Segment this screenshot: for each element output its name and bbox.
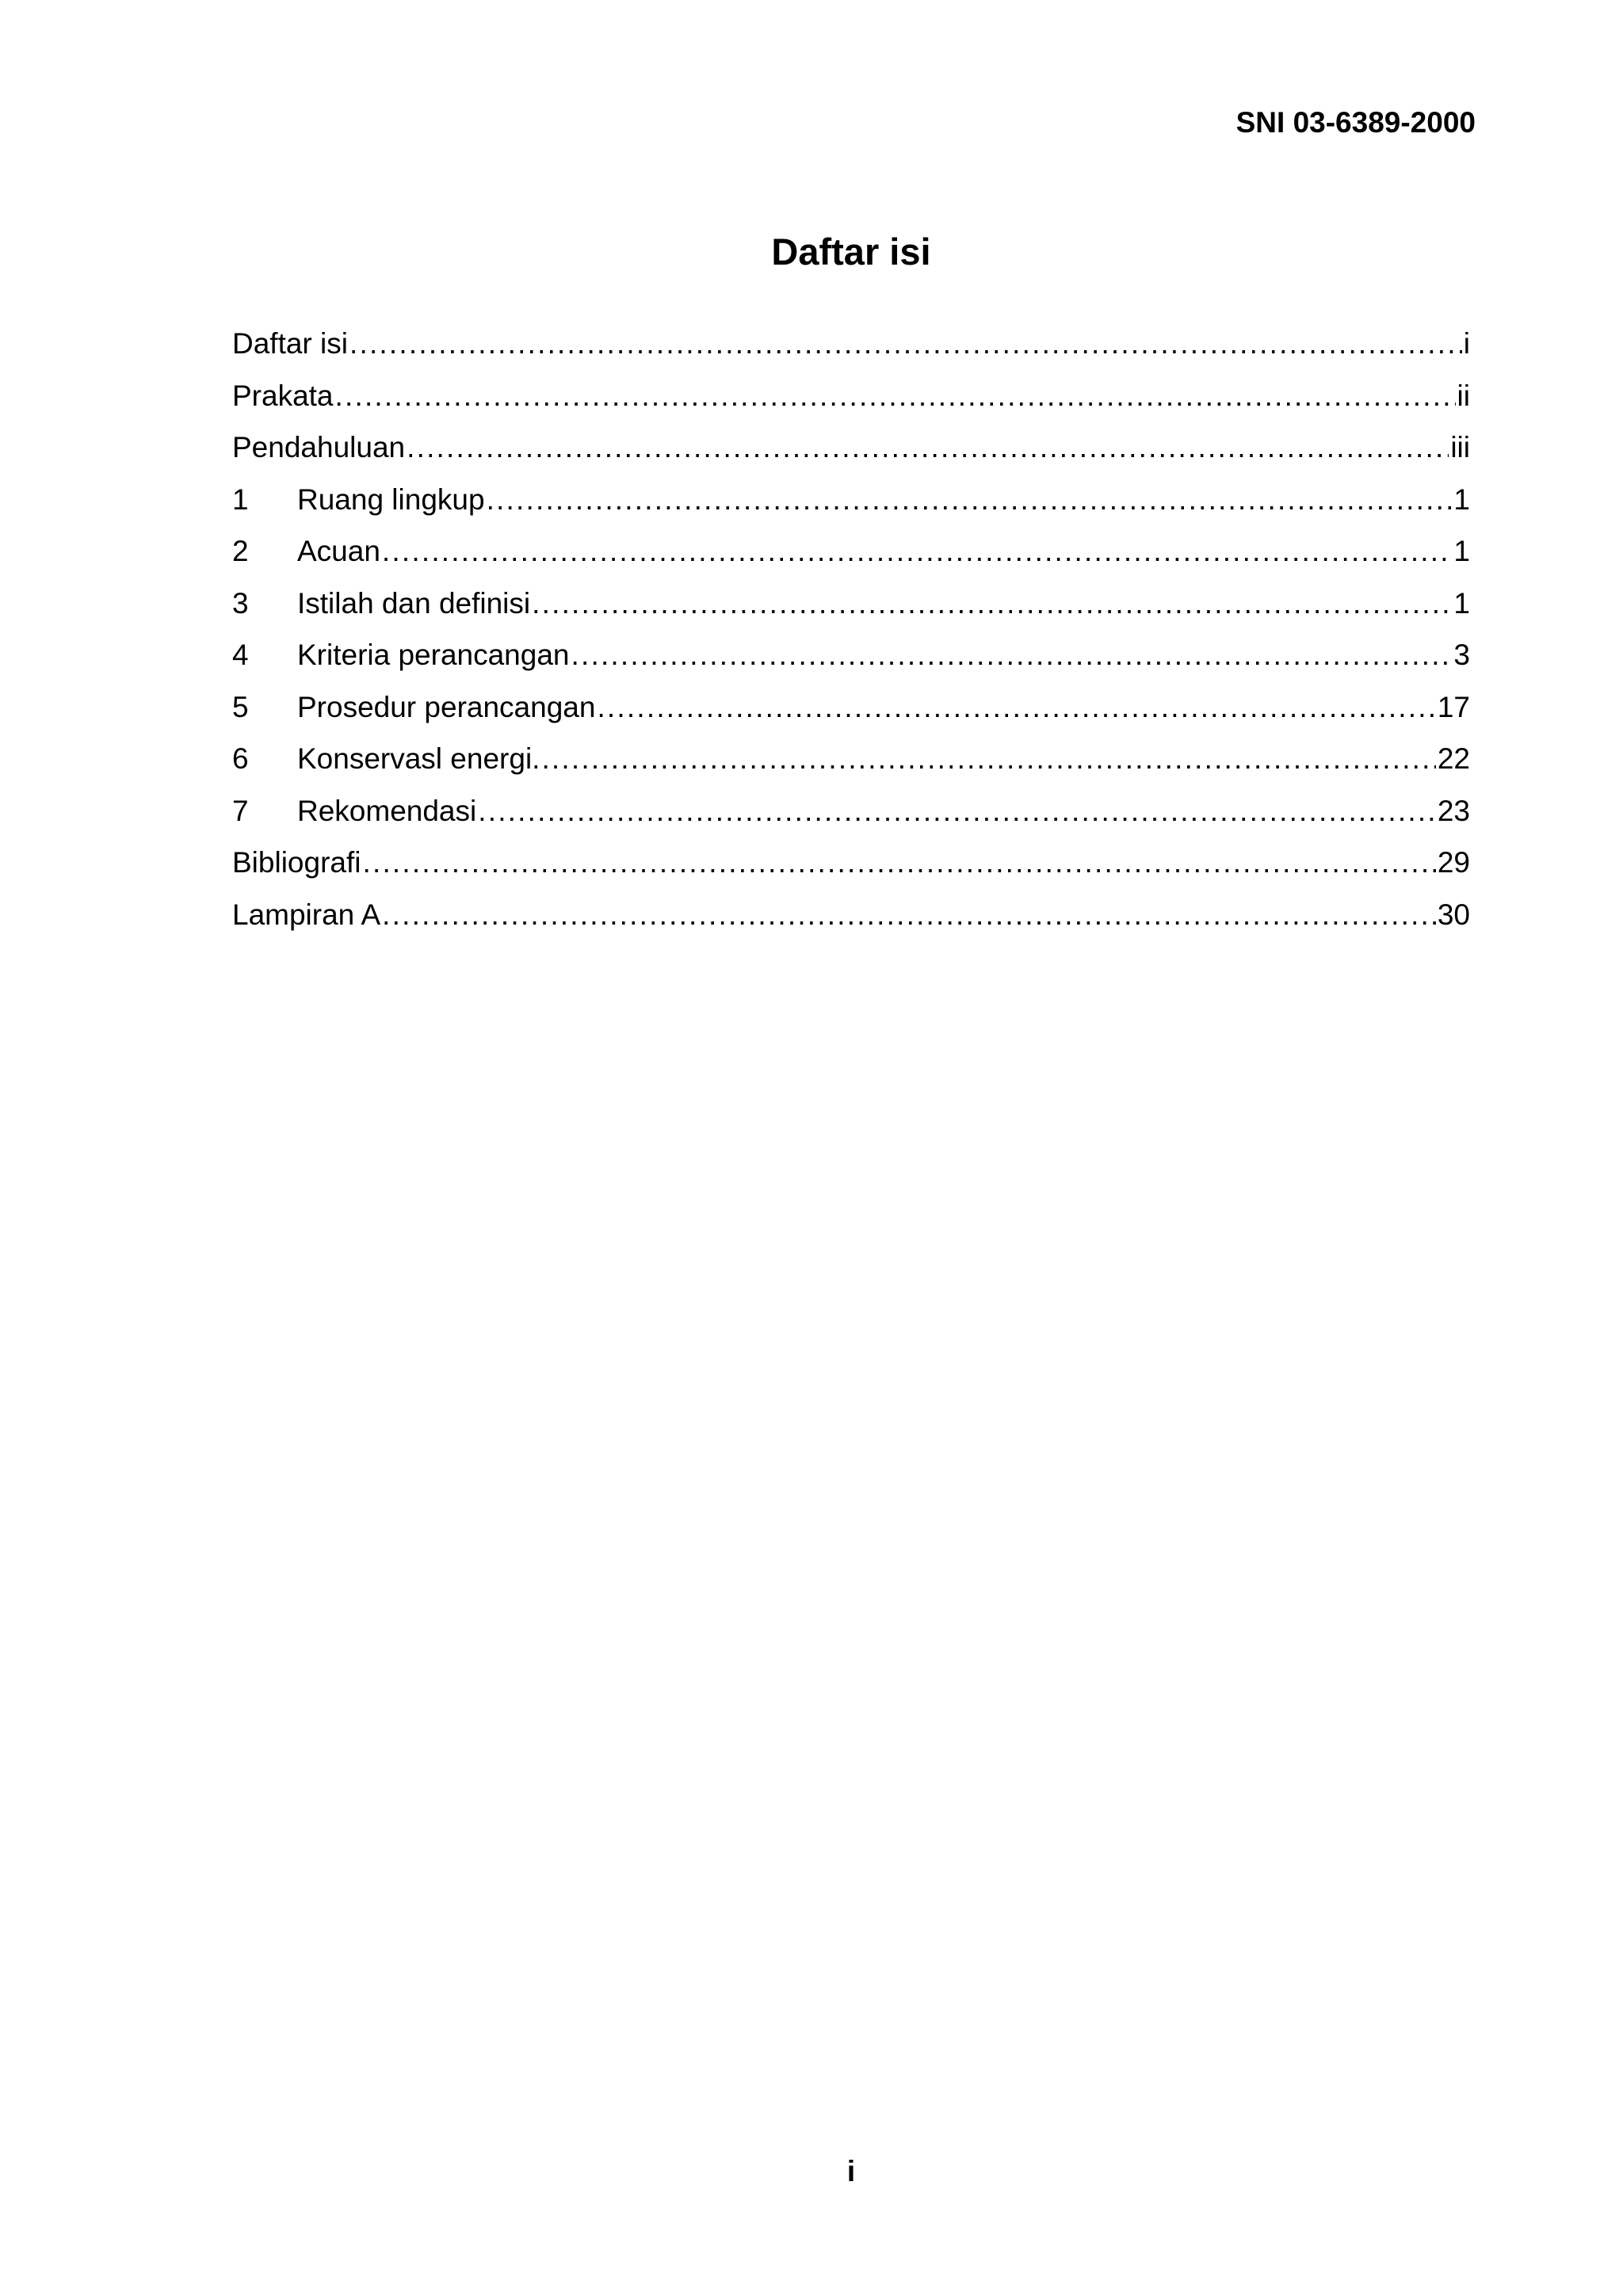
toc-entry-page: 23	[1437, 794, 1470, 827]
toc-entry[interactable]	[232, 898, 1470, 950]
dot-leader	[335, 379, 1456, 414]
toc-entry-number: 4	[232, 639, 249, 671]
dot-leader	[382, 898, 1436, 933]
dot-leader	[407, 430, 1449, 465]
toc-entry-label: Rekomendasi	[297, 794, 477, 827]
toc-entry-page: 3	[1453, 639, 1470, 671]
toc-entry-label: Pendahuluan	[232, 431, 406, 463]
toc-entry[interactable]	[232, 794, 1470, 846]
page-number: i	[846, 2155, 856, 2187]
toc-entry-number: 7	[232, 794, 249, 827]
toc-entry[interactable]	[232, 482, 1470, 535]
dot-leader	[382, 534, 1453, 569]
toc-entry-label: Prakata	[232, 379, 334, 412]
toc-entry-label: Bibliografi	[232, 846, 361, 879]
toc-entry[interactable]	[232, 638, 1470, 690]
toc-entry-label: Kriteria perancangan	[297, 639, 570, 671]
toc-entry-label: Lampiran A	[232, 898, 381, 931]
toc-entry[interactable]	[232, 742, 1470, 794]
toc-entry-label: Acuan	[297, 535, 380, 567]
dot-leader	[597, 690, 1435, 725]
table-of-contents	[232, 326, 1470, 949]
dot-leader	[487, 482, 1453, 517]
toc-entry[interactable]	[232, 534, 1470, 586]
toc-entry[interactable]	[232, 430, 1470, 482]
toc-entry-label: Konservasl energi.	[297, 742, 540, 775]
toc-entry-page: 17	[1437, 690, 1470, 723]
toc-entry-label: Ruang lingkup	[297, 482, 485, 516]
toc-entry-page: 1	[1453, 586, 1470, 620]
document-code: SNI 03-6389-2000	[1235, 106, 1476, 139]
toc-entry[interactable]	[232, 845, 1470, 898]
toc-entry[interactable]	[232, 586, 1470, 639]
toc-entry-page: 22	[1437, 742, 1470, 775]
dot-leader	[478, 794, 1436, 829]
dot-leader	[541, 742, 1435, 776]
dot-leader	[349, 326, 1462, 361]
toc-entry-page: ii	[1457, 379, 1470, 412]
toc-entry-page: iii	[1450, 431, 1470, 463]
toc-entry[interactable]	[232, 379, 1470, 431]
dot-leader	[362, 845, 1435, 880]
toc-entry[interactable]	[232, 690, 1470, 742]
toc-entry-number: 3	[232, 586, 249, 620]
toc-entry-number: 5	[232, 690, 249, 723]
toc-entry-page: 29	[1437, 846, 1470, 879]
toc-entry-page: i	[1463, 327, 1470, 360]
toc-entry-number: 2	[232, 535, 249, 567]
toc-entry-page: 30	[1437, 898, 1470, 931]
dot-leader	[571, 638, 1453, 673]
toc-entry-label: Daftar isi	[232, 327, 348, 360]
toc-entry-number: 6	[232, 742, 249, 775]
toc-entry-page: 1	[1453, 535, 1470, 567]
toc-entry-label: Prosedur perancangan	[297, 690, 596, 723]
toc-entry-page: 1	[1453, 482, 1470, 516]
page-title: Daftar isi	[771, 231, 931, 273]
toc-entry-number: 1	[232, 482, 249, 516]
toc-entry[interactable]	[232, 326, 1470, 379]
dot-leader	[532, 586, 1452, 621]
toc-entry-label: Istilah dan definisi	[297, 586, 531, 620]
